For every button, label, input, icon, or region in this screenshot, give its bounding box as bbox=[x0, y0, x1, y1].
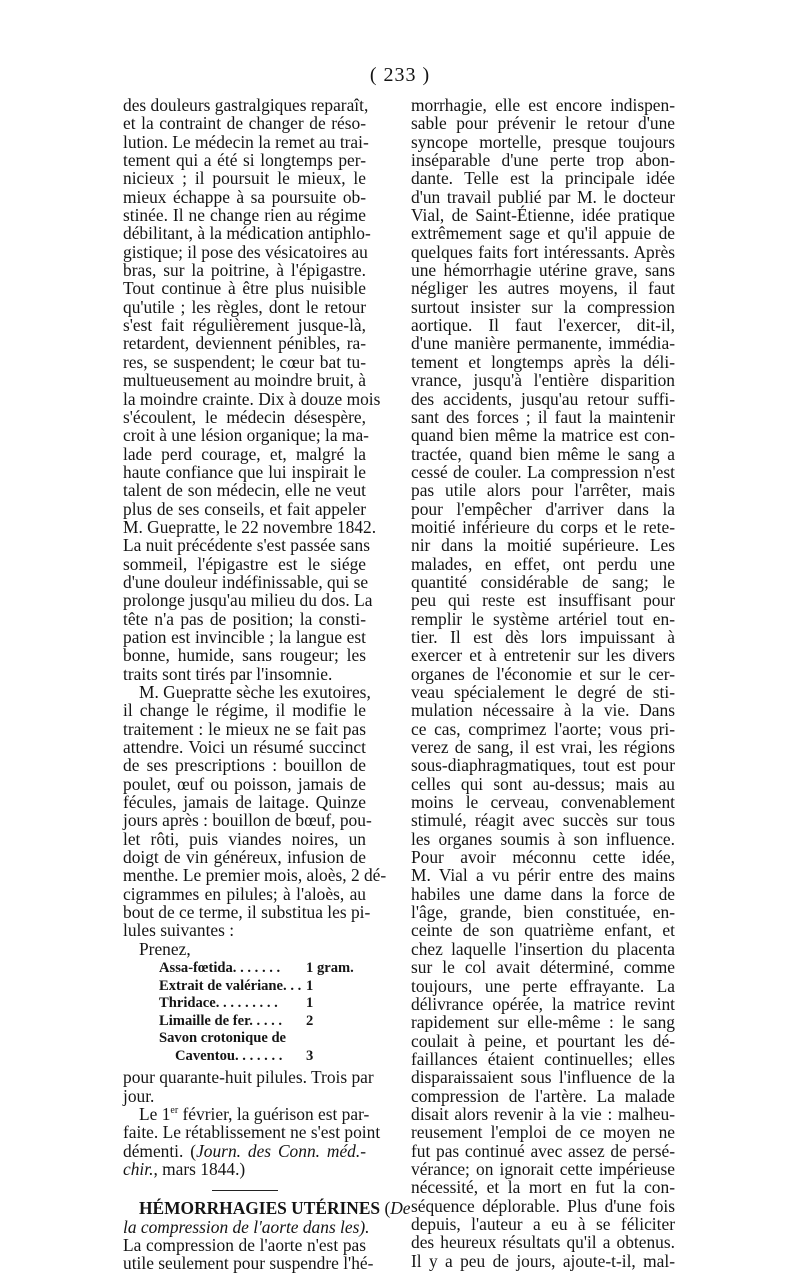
text-line: démenti. (Journ. des Conn. méd.- bbox=[123, 1140, 366, 1161]
text-line: surtout insister sur la compression bbox=[411, 296, 675, 317]
ingredient-quantity: 1 bbox=[306, 977, 314, 994]
ingredient-name: Extrait de valériane. . . bbox=[159, 977, 302, 994]
text-line: sommeil, l'épigastre est le siége bbox=[123, 553, 366, 574]
text-line: pour l'empêcher d'arriver dans la bbox=[411, 498, 675, 519]
text-line: qu'utile ; les règles, dont le retour bbox=[123, 296, 366, 317]
text-line: Le 1er février, la guérison est par- bbox=[139, 1103, 370, 1124]
text-line: croit à une lésion organique; la ma- bbox=[123, 425, 369, 446]
text-line: verez de sang, il est vrai, les régions bbox=[411, 737, 675, 758]
text-line: celles qui sont au-dessus; mais au bbox=[411, 773, 675, 794]
text-line: mieux échappe à sa poursuite ob- bbox=[123, 186, 366, 207]
text-line: faite. Le rétablissement ne s'est point bbox=[123, 1122, 381, 1143]
text-line: fut pas continué avec assez de persé- bbox=[411, 1140, 675, 1161]
text-line: une hémorrhagie utérine grave, sans bbox=[411, 260, 675, 281]
text-line: jours après : bouillon de bœuf, pou- bbox=[123, 810, 372, 831]
text-line: sable pour prévenir le retour d'une bbox=[411, 113, 675, 134]
text-line: malades, en effet, ont perdu une bbox=[411, 553, 675, 574]
text-line: bras, sur la poitrine, à l'épigastre. bbox=[123, 260, 366, 281]
text-line: il change le régime, il modifie le bbox=[123, 700, 366, 721]
text-line: tement qui a été si longtemps per- bbox=[123, 150, 366, 171]
text-line: quelques faits fort intéressants. Après bbox=[411, 241, 675, 262]
text-line: pas utile alors pour l'arrêter, mais bbox=[411, 480, 675, 501]
text-line: les organes soumis à son influence. bbox=[411, 828, 675, 849]
text-line: tractée, quand bien même le sang a bbox=[411, 443, 675, 464]
text-line: faillances étaient continuelles; elles bbox=[411, 1048, 675, 1069]
text-line: La compression de l'aorte n'est pas bbox=[123, 1234, 366, 1255]
section-heading: la compression de l'aorte dans les). bbox=[123, 1216, 370, 1237]
text-line: d'un travail publié par M. le docteur bbox=[411, 186, 675, 207]
text-line: de ses prescriptions : bouillon de bbox=[123, 755, 366, 776]
ingredient-name: Thridace. . . . . . . . . bbox=[159, 995, 278, 1012]
text-line: remplir le système artériel tout en- bbox=[411, 608, 675, 629]
ingredient-name: Assa-fœtida. . . . . . . bbox=[159, 960, 281, 977]
text-line: organes de l'économie et sur le cer- bbox=[411, 663, 675, 684]
text-line: la moindre crainte. Dix à douze mois bbox=[123, 388, 381, 409]
text-line: inséparable d'une perte trop abon- bbox=[411, 150, 675, 171]
text-line: ce cas, comprimez l'aorte; vous pri- bbox=[411, 718, 675, 739]
text-line: sous-diaphragmatiques, tout est pour bbox=[411, 755, 675, 776]
text-line: prolonge jusqu'au milieu du dos. La bbox=[123, 590, 373, 611]
text-line: vrance, jusqu'à l'entière disparition bbox=[411, 370, 675, 391]
text-line: nécessité, et la mort en fut la con- bbox=[411, 1177, 675, 1198]
ingredient-quantity bbox=[306, 1030, 364, 1048]
text-line: jour. bbox=[123, 1085, 155, 1106]
text-line: bonne, humide, sans rougeur; les bbox=[123, 645, 366, 666]
ingredient-name: Limaille de fer. . . . . bbox=[159, 1012, 283, 1029]
text-line: s'écoulent, le médecin désespère, bbox=[123, 406, 366, 427]
text-line: stimulé, réagit avec succès sur tous bbox=[411, 810, 675, 831]
text-line: tement et longtemps après la déli- bbox=[411, 351, 675, 372]
text-line: morrhagie, elle est encore indispen- bbox=[411, 95, 675, 115]
right-column bbox=[411, 96, 675, 1270]
text-line: syncope mortelle, presque toujours bbox=[411, 131, 675, 152]
text-line: des douleurs gastralgiques reparaît, bbox=[123, 95, 369, 115]
ingredient-quantity: 1 bbox=[306, 995, 314, 1012]
text-line: moitié inférieure du corps et le rete- bbox=[411, 516, 675, 537]
text-line: des accidents, jusqu'au retour suffi- bbox=[411, 388, 675, 409]
text-line: menthe. Le premier mois, aloès, 2 dé- bbox=[123, 865, 387, 886]
text-line: reusement l'emploi de ce moyen ne bbox=[411, 1122, 675, 1143]
text-line: M. Gueprattе sèche les exutoires, bbox=[139, 682, 371, 702]
text-line: cigrammes en pilules; à l'aloès, au bbox=[123, 883, 366, 904]
ingredient-name: Caventou. . . . . . . bbox=[175, 1047, 283, 1064]
text-line: multueusement au moindre bruit, à bbox=[123, 370, 366, 391]
text-line: res, se suspendent; le cœur bat tu- bbox=[123, 351, 366, 372]
text-line: attendre. Voici un résumé succinct bbox=[123, 737, 366, 758]
text-line: et la contraint de changer de réso- bbox=[123, 113, 366, 134]
text-line: let rôti, puis viandes noires, un bbox=[123, 828, 366, 849]
text-line: délivrance opérée, la matrice revint bbox=[411, 993, 675, 1014]
text-line: M. Gueprattе, le 22 novembre 1842. bbox=[123, 516, 377, 537]
text-line: Vial, de Saint-Étienne, idée pratique bbox=[411, 205, 675, 226]
left-column bbox=[123, 95, 411, 1273]
text-line: ceinte de son quatrième enfant, et bbox=[411, 920, 675, 941]
text-line: chir., mars 1844.) bbox=[123, 1158, 246, 1179]
prescription-item bbox=[123, 960, 366, 978]
text-line: haute confiance que lui inspirait le bbox=[123, 461, 366, 482]
text-line: rapidement sur elle-même : le sang bbox=[411, 1012, 675, 1033]
text-line: cessé de couler. La compression n'est bbox=[411, 461, 675, 482]
text-line: poulet, œuf ou poisson, jamais de bbox=[123, 773, 366, 794]
text-line: compression de l'artère. La malade bbox=[411, 1085, 675, 1106]
ingredient-name: Savon crotonique de bbox=[159, 1030, 287, 1047]
text-line: Pour avoir méconnu cette idée, bbox=[411, 847, 675, 868]
text-line: habiles une dame dans la force de bbox=[411, 883, 675, 904]
text-line: disparaissaient sous l'influence de la bbox=[411, 1067, 675, 1088]
text-line: Il y a peu de jours, ajoute-t-il, mal- bbox=[411, 1250, 675, 1271]
text-line: gistique; il pose des vésicatoires au bbox=[123, 241, 368, 262]
prescription-item bbox=[123, 1013, 366, 1031]
text-line: exercer et à entretenir sur les divers bbox=[411, 645, 675, 666]
text-line: coulait à peine, et pourtant les dé- bbox=[411, 1030, 675, 1051]
text-line: La nuit précédente s'est passée sans bbox=[123, 535, 370, 556]
text-line: l'âge, grande, bien constituée, en- bbox=[411, 902, 675, 923]
text-line: d'une douleur indéfinissable, qui se bbox=[123, 571, 369, 592]
prescription-list bbox=[123, 960, 366, 1065]
text-line: tête n'a pas de position; la consti- bbox=[123, 608, 366, 629]
text-line: pour quarante-huit pilules. Trois par bbox=[123, 1067, 374, 1088]
text-line: utile seulement pour suspendre l'hé- bbox=[123, 1253, 374, 1273]
text-line: aortique. Il faut l'exercer, dit-il, bbox=[411, 315, 675, 336]
prescription-heading: Prenez, bbox=[139, 938, 191, 959]
text-line: s'est fait régulièrement jusque-là, bbox=[123, 315, 366, 336]
text-line: plus de ses conseils, et fait appeler bbox=[123, 498, 366, 519]
text-line: peu qui reste est insuffisant pour bbox=[411, 590, 675, 611]
text-line: talent de son médecin, elle ne veut bbox=[123, 480, 366, 501]
text-line: séquence déplorable. Plus d'une fois bbox=[411, 1195, 675, 1216]
text-line: bout de ce terme, il substitua les pi- bbox=[123, 902, 371, 923]
text-line: chez laquelle l'insertion du placenta bbox=[411, 938, 675, 959]
ingredient-quantity: 3 bbox=[306, 1047, 314, 1064]
text-line: dante. Telle est la principale idée bbox=[411, 168, 675, 189]
text-line: toujours, une perte effrayante. La bbox=[411, 975, 675, 996]
ingredient-quantity: 2 bbox=[306, 1012, 314, 1029]
text-line: d'une manière permanente, immédia- bbox=[411, 333, 675, 354]
section-divider bbox=[212, 1190, 278, 1191]
text-line: moins le cerveau, convenablement bbox=[411, 792, 675, 813]
text-line: Tout continue à être plus nuisible bbox=[123, 278, 366, 299]
text-line: sant des forces ; il faut la maintenir bbox=[411, 406, 675, 427]
text-line: lade perd courage, et, malgré la bbox=[123, 443, 366, 464]
text-line: mulation nécessaire à la vie. Dans bbox=[411, 700, 675, 721]
page-number: ( 233 ) bbox=[369, 64, 431, 86]
text-line: tier. Il est dès lors impuissant à bbox=[411, 626, 675, 647]
text-line: quand bien même la matrice est con- bbox=[411, 425, 675, 446]
text-line: des heureux résultats qu'il a obtenus. bbox=[411, 1232, 675, 1253]
text-line: quantité considérable de sang; le bbox=[411, 571, 675, 592]
text-line: pation est invincible ; la langue est bbox=[123, 626, 366, 647]
section-heading: HÉMORRHAGIES UTÉRINES (De bbox=[139, 1198, 411, 1219]
text-line: depuis, l'auteur a eu à se féliciter bbox=[411, 1213, 675, 1234]
text-line: lules suivantes : bbox=[123, 920, 235, 941]
text-line: extrêmement sage et qu'il appuie de bbox=[411, 223, 675, 244]
text-line: retardent, deviennent pénibles, ra- bbox=[123, 333, 366, 354]
text-line: négliger les autres moyens, il faut bbox=[411, 278, 675, 299]
ingredient-quantity: 1 gram. bbox=[306, 960, 354, 977]
prescription-item bbox=[123, 995, 366, 1013]
text-line: nir dans la moitié supérieure. Les bbox=[411, 535, 675, 556]
text-line: veau spécialement le degré de sti- bbox=[411, 682, 675, 702]
text-line: traitement : le mieux ne se fait pas bbox=[123, 718, 366, 739]
text-line: débilitant, à la médication antiphlo- bbox=[123, 223, 371, 244]
prescription-item bbox=[123, 978, 366, 996]
text-line: sur le col avait déterminé, comme bbox=[411, 957, 675, 978]
prescription-item bbox=[123, 1048, 366, 1066]
text-line: fécules, jamais de laitage. Quinze bbox=[123, 792, 366, 813]
text-line: disait alors revenir à la vie : malheu- bbox=[411, 1103, 675, 1124]
text-line: lution. Le médecin la remet au trai- bbox=[123, 131, 369, 152]
prescription-item bbox=[123, 1030, 366, 1048]
text-line: traits sont tirés par l'insomnie. bbox=[123, 663, 333, 684]
text-line: doigt de vin généreux, infusion de bbox=[123, 847, 366, 868]
text-line: vérance; on ignorait cette impérieuse bbox=[411, 1158, 675, 1179]
text-line: M. Vial a vu périr entre des mains bbox=[411, 865, 675, 886]
text-line: nicieux ; il poursuit le mieux, le bbox=[123, 168, 366, 189]
text-line: stinée. Il ne change rien au régime bbox=[123, 205, 366, 226]
